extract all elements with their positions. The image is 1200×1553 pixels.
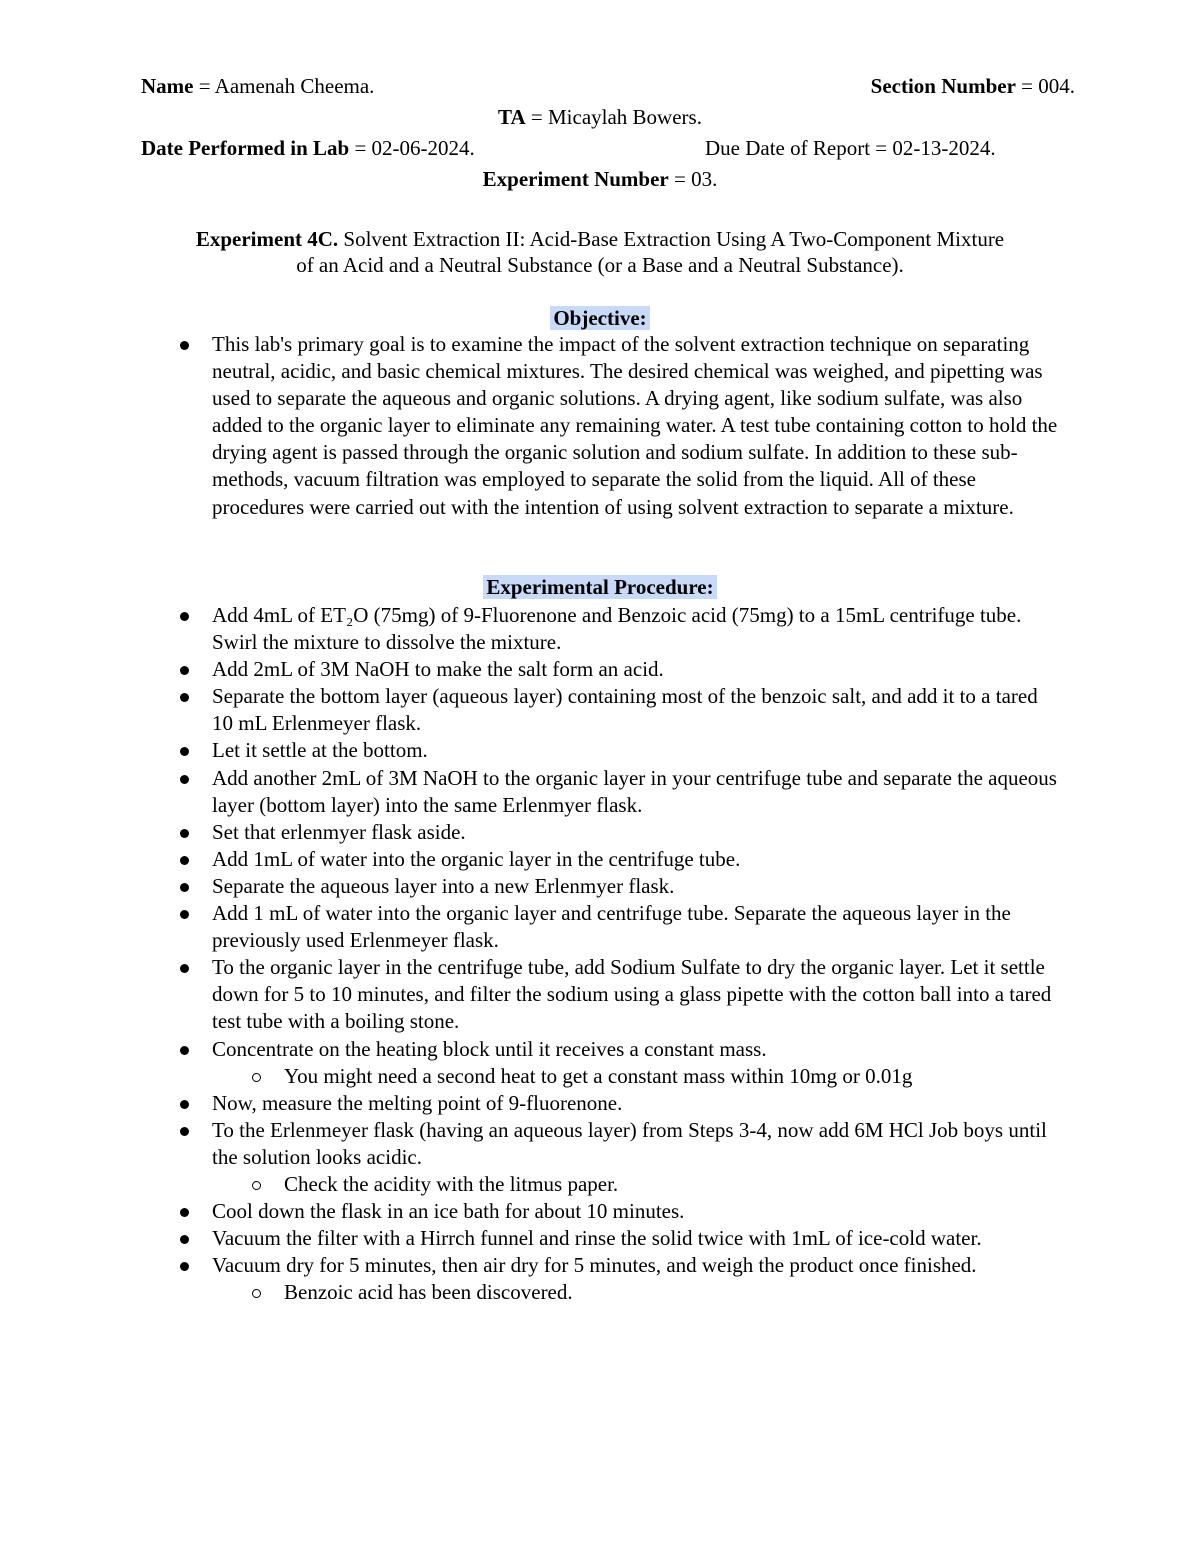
bullet-icon	[180, 1235, 189, 1244]
experiment-number-label: Experiment Number	[482, 167, 669, 191]
experiment-title	[140, 226, 1060, 278]
procedure-step-7	[212, 846, 1062, 873]
experiment-number-line	[140, 166, 1060, 192]
procedure-step-4	[212, 737, 1062, 764]
bullet-icon	[180, 747, 189, 756]
section-label: Section Number	[870, 74, 1016, 98]
objective-heading: Objective:	[550, 306, 649, 330]
procedure-substep-text: Check the acidity with the litmus paper.	[284, 1171, 619, 1196]
objective-text: This lab's primary goal is to examine the impact of the solvent extraction technique on separating neutral, acidic, and basic chemical mixtures. The desired chemical was weighed, and pipetting was used to separate the aqueous and organic solutions. A drying agent, like sodium sulfate, was also added to the organic layer to eliminate any remaining water. A test tube containing cotton to hold the drying agent is passed through the organic solution and sodium sulfate. In addition to these sub-methods, vacuum filtration was employed to separate the solid from the liquid. All of these procedures were carried out with the intention of using solvent extraction to separate a mixture.	[212, 332, 1058, 519]
hollow-bullet-icon	[252, 1073, 261, 1082]
procedure-substep-3	[212, 1279, 1062, 1306]
date-value: = 02-06-2024.	[349, 136, 475, 160]
objective-heading-wrap	[140, 305, 1060, 331]
hollow-bullet-icon	[252, 1289, 261, 1298]
procedure-heading-wrap	[140, 574, 1060, 600]
procedure-step-text: Separate the bottom layer (aqueous layer) containing most of the benzoic salt, and add it to a tared 10 mL Erlenmeyer flask.	[212, 684, 1038, 736]
procedure-step-16	[212, 1252, 1062, 1279]
procedure-step-text: Add 2mL of 3M NaOH to make the salt form an acid.	[212, 657, 664, 682]
procedure-heading: Experimental Procedure:	[483, 575, 716, 599]
procedure-step-13	[212, 1117, 1062, 1171]
procedure-substep-2	[212, 1171, 1062, 1198]
name-line	[141, 73, 374, 100]
ta-value: = Micaylah Bowers.	[525, 105, 702, 129]
procedure-substep-text: Benzoic acid has been discovered.	[284, 1280, 573, 1305]
procedure-step-text: Add another 2mL of 3M NaOH to the organic layer in your centrifuge tube and separate the aqueous layer (bottom layer) into the same Erlenmyer flask.	[212, 765, 1057, 817]
procedure-step-text: Cool down the flask in an ice bath for about 10 minutes.	[212, 1199, 685, 1224]
bullet-icon	[180, 341, 189, 350]
bullet-icon	[180, 693, 189, 702]
bullet-icon	[180, 1208, 189, 1217]
section-line	[871, 73, 1075, 100]
procedure-substep-text: You might need a second heat to get a constant mass within 10mg or 0.01g	[284, 1063, 913, 1088]
procedure-step-text: Now, measure the melting point of 9-fluorenone.	[212, 1090, 623, 1115]
bullet-icon	[180, 883, 189, 892]
date-label: Date Performed in Lab	[141, 136, 350, 160]
date-line	[141, 135, 475, 162]
bullet-icon	[180, 964, 189, 973]
ta-label: TA	[498, 105, 526, 129]
procedure-step-text: Add 1 mL of water into the organic layer and centrifuge tube. Separate the aqueous layer in the previously used Erlenmeyer flask.	[212, 901, 1011, 953]
procedure-step-text: Add 1mL of water into the organic layer in the centrifuge tube.	[212, 846, 741, 871]
procedure-step-8	[212, 873, 1062, 900]
bullet-icon	[180, 910, 189, 919]
experiment-title-text: Solvent Extraction II: Acid-Base Extraction Using A Two-Component Mixture	[338, 227, 1005, 251]
procedure-step-text: To the organic layer in the centrifuge tube, add Sodium Sulfate to dry the organic layer. Let it settle down for 5 to 10 minutes, and filter the sodium using a glass pipette with the cotton ball into a tared test tube with a boiling stone.	[212, 955, 1052, 1034]
name-label: Name	[141, 74, 194, 98]
bullet-icon	[180, 666, 189, 675]
bullet-icon	[180, 1046, 189, 1055]
bullet-icon	[180, 1127, 189, 1136]
due-date-line: Due Date of Report = 02-13-2024.	[705, 136, 996, 160]
procedure-step-text: Add 4mL of ET₂O (75mg) of 9-Fluorenone and Benzoic acid (75mg) to a 15mL centrifuge tube. Swirl the mixture to dissolve the mixture.	[212, 603, 1022, 655]
objective-list	[212, 331, 1062, 521]
bullet-icon	[180, 1262, 189, 1271]
bullet-icon	[180, 775, 189, 784]
procedure-list	[212, 602, 1062, 1306]
section-value: = 004.	[1015, 74, 1075, 98]
bullet-icon	[180, 856, 189, 865]
procedure-step-10	[212, 954, 1062, 1035]
procedure-step-5	[212, 765, 1062, 819]
procedure-substep-1	[212, 1063, 1062, 1090]
procedure-step-6	[212, 819, 1062, 846]
procedure-step-11	[212, 1036, 1062, 1063]
procedure-step-text: To the Erlenmeyer flask (having an aqueous layer) from Steps 3-4, now add 6M HCl Job boys until the solution looks acidic.	[212, 1117, 1047, 1169]
procedure-step-2	[212, 656, 1062, 683]
bullet-icon	[180, 1100, 189, 1109]
hollow-bullet-icon	[252, 1181, 261, 1190]
name-value: = Aamenah Cheema.	[193, 74, 375, 98]
procedure-step-text: Vacuum dry for 5 minutes, then air dry for 5 minutes, and weigh the product once finished.	[212, 1253, 977, 1278]
procedure-step-14	[212, 1198, 1062, 1225]
procedure-step-text: Concentrate on the heating block until it receives a constant mass.	[212, 1036, 767, 1061]
bullet-icon	[180, 829, 189, 838]
procedure-step-12	[212, 1090, 1062, 1117]
procedure-step-text: Separate the aqueous layer into a new Erlenmyer flask.	[212, 873, 675, 898]
ta-line	[140, 104, 1060, 130]
procedure-step-3	[212, 683, 1062, 737]
objective-item	[212, 331, 1062, 521]
procedure-step-text: Let it settle at the bottom.	[212, 738, 428, 763]
experiment-title-line-1	[140, 226, 1060, 252]
procedure-step-1	[212, 602, 1062, 656]
experiment-title-label: Experiment 4C.	[195, 227, 339, 251]
experiment-title-line-2: of an Acid and a Neutral Substance (or a Base and a Neutral Substance).	[296, 253, 904, 277]
procedure-step-9	[212, 900, 1062, 954]
procedure-step-15	[212, 1225, 1062, 1252]
procedure-step-text: Vacuum the filter with a Hirrch funnel and rinse the solid twice with 1mL of ice-cold water.	[212, 1226, 982, 1251]
procedure-step-text: Set that erlenmyer flask aside.	[212, 819, 466, 844]
experiment-number-value: = 03.	[668, 167, 718, 191]
bullet-icon	[180, 612, 189, 621]
